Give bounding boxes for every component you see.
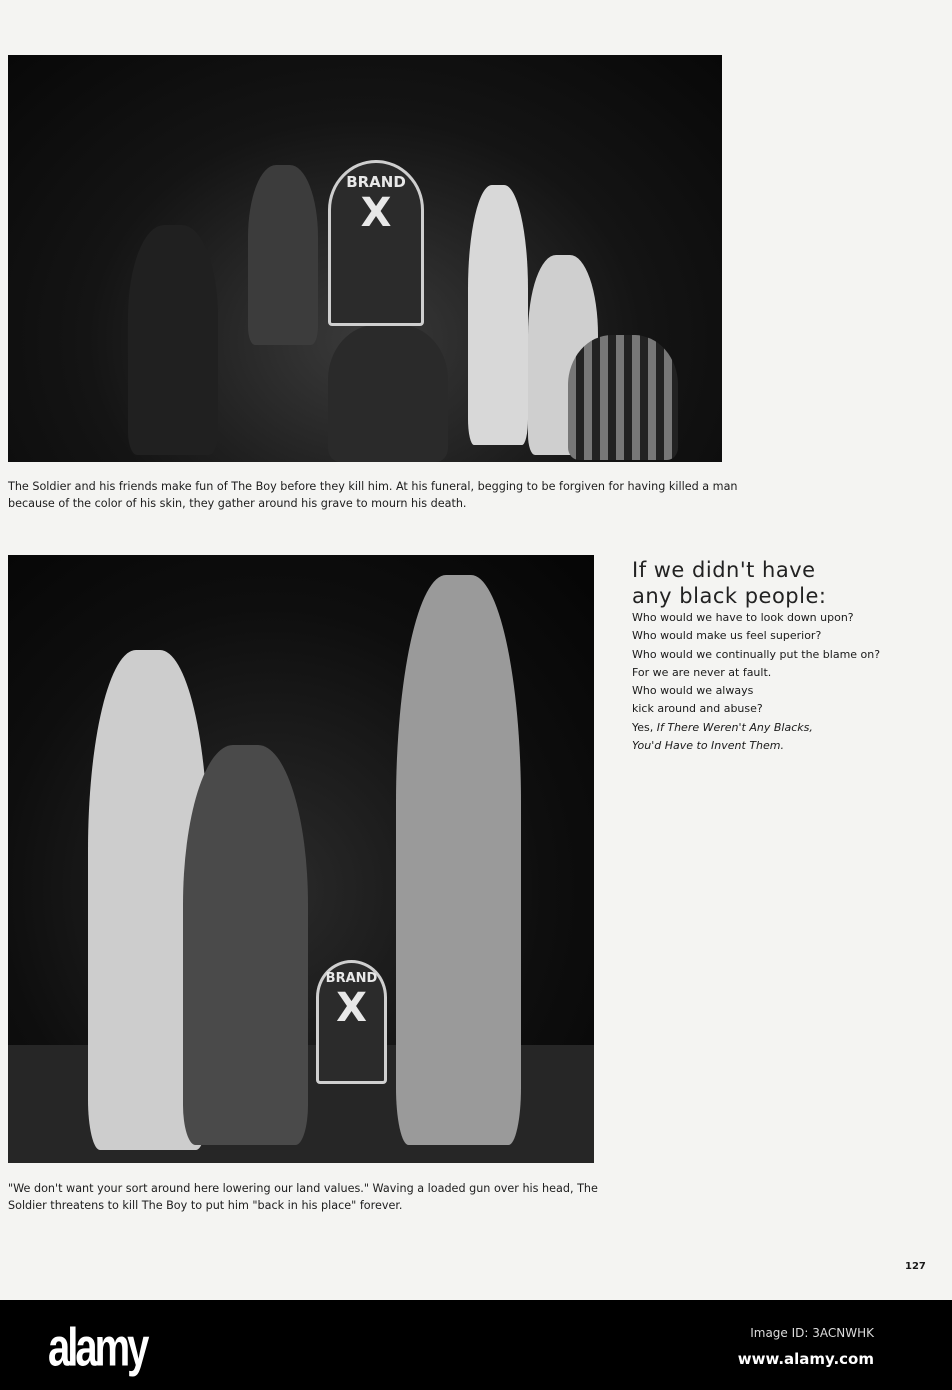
poem-line: Who would make us feel superior? [632,629,822,643]
poem-closing-prefix: Yes, [632,720,657,734]
poem-line: Who would we continually put the blame on? [632,647,881,661]
alamy-logo: alamy [48,1318,147,1378]
funeral-scene-photo [8,55,722,462]
poem-line: kick around and abuse? [632,702,763,716]
watermark-banner [0,1300,952,1390]
gravestone-lettering: BRAND [325,971,378,986]
figure [328,325,448,462]
soldier-figure [396,575,521,1145]
poem-line: Who would we always [632,684,754,698]
top-photo-caption: The Soldier and his friends make fun of The Boy before they kill him. At his funeral, begging to be forgiven for having killed a man because of the color of his skin, they gather around his grave to mourn his death. [8,480,738,510]
page-number: 127 [905,1261,926,1272]
soldier-threat-photo [8,555,594,1163]
figure [568,335,678,460]
image-id: Image ID: 3ACNWHK [750,1326,874,1340]
figure [468,185,528,445]
gravestone-x: X [360,190,392,236]
poem-closing-italic: You'd Have to Invent Them. [632,739,784,753]
site-url: www.alamy.com [737,1350,874,1368]
figure [128,225,218,455]
poem-closing-line [632,719,942,737]
brand-x-gravestone [316,960,387,1084]
brand-x-gravestone [328,160,424,326]
figure [248,165,318,345]
poem-heading-line: If we didn't have [632,558,816,582]
gravestone-lettering: BRAND [346,173,406,191]
gravestone-x: X [336,985,367,1031]
kneeling-boy-figure [183,745,308,1145]
poem-closing-italic: If There Weren't Any Blacks, [656,720,813,734]
bottom-photo-caption: "We don't want your sort around here lowering our land values." Waving a loaded gun over his head, The Soldier threatens to kill The Boy to put him "back in his place" forever. [8,1182,598,1212]
poem [632,557,942,755]
poem-heading-line: any black people: [632,584,827,608]
poem-line: Who would we have to look down upon? [632,611,854,624]
poem-line: For we are never at fault. [632,665,772,679]
